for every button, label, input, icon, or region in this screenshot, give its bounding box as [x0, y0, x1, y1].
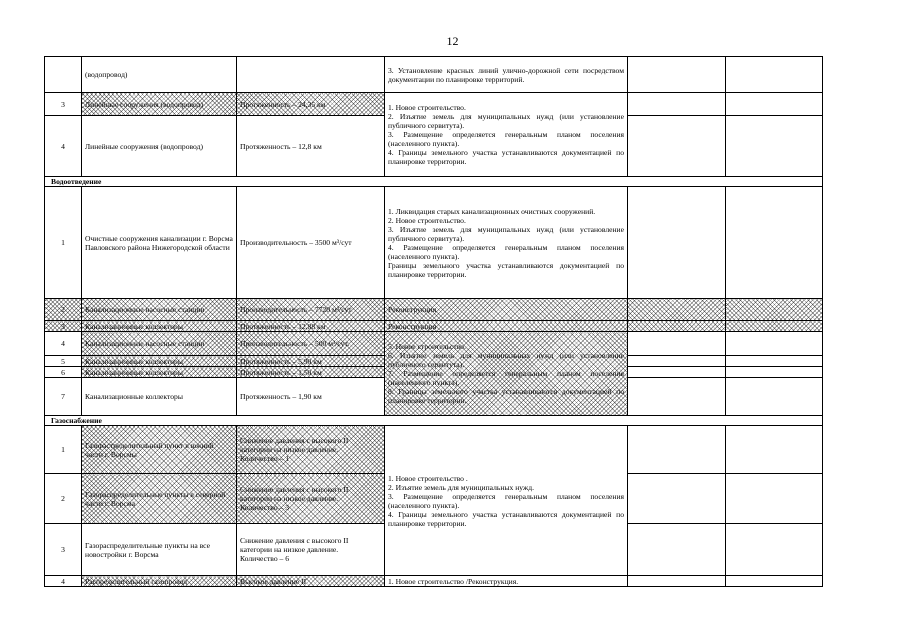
table-row: [45, 187, 823, 299]
planning-table: [44, 56, 823, 587]
row-number: 3: [45, 93, 82, 116]
empty-cell: [628, 57, 726, 93]
empty-cell: [628, 426, 726, 474]
empty-cell: [628, 356, 726, 367]
object-name: Канализационные коллекторы: [82, 378, 237, 416]
object-actions: Реконструкция: [385, 299, 628, 321]
object-measure: Протяженность – 12,8 км: [237, 116, 385, 177]
action-line: 4. Границы земельного участка устанавливаются документацией по планировке территории.: [388, 148, 624, 166]
object-actions: [385, 187, 628, 299]
object-name: Газораспределительные пункты на все новостройки г. Ворсма: [82, 524, 237, 576]
action-line: Границы земельного участка устанавливаются документацией по планировке территории.: [388, 260, 624, 279]
object-measure: Производительность – 7720 м³/сут: [237, 299, 385, 321]
object-actions: 1. Новое строительство /Реконструкция.: [385, 576, 628, 587]
row-number: 6: [45, 367, 82, 378]
table-row: [45, 426, 823, 474]
object-measure: Производительность – 3500 м³/сут: [237, 187, 385, 299]
empty-cell: [726, 332, 823, 356]
action-line: 2. Изъятие земель для муниципальных нужд (или установление публичного сервитута).: [388, 112, 624, 130]
row-number: 2: [45, 474, 82, 524]
empty-cell: [726, 356, 823, 367]
empty-cell: [726, 378, 823, 416]
empty-cell: [628, 321, 726, 332]
object-measure: Протяженность – 1,90 км: [237, 378, 385, 416]
table-row: [45, 321, 823, 332]
object-actions: [385, 332, 628, 416]
row-number: 4: [45, 116, 82, 177]
row-number: 7: [45, 378, 82, 416]
row-number: 2: [45, 299, 82, 321]
empty-cell: [726, 57, 823, 93]
empty-cell: [726, 116, 823, 177]
table-row: [45, 93, 823, 116]
empty-cell: [726, 576, 823, 587]
page-number: 12: [446, 34, 459, 48]
object-measure: [237, 474, 385, 524]
object-measure: Высокое давление II: [237, 576, 385, 587]
row-number: 3: [45, 524, 82, 576]
table-row: [45, 299, 823, 321]
row-number: 1: [45, 426, 82, 474]
row-number: 5: [45, 356, 82, 367]
object-measure: Производительность – 500 м³/сут.: [237, 332, 385, 356]
action-line: 6. Изъятие земель для муниципальных нужд (или установление публичного сервитута).: [388, 351, 624, 369]
row-number: 1: [45, 187, 82, 299]
action-line: 5. Новое строительство.: [388, 342, 466, 351]
object-name: Канализационные коллекторы: [82, 367, 237, 378]
empty-cell: [726, 299, 823, 321]
empty-cell: [628, 367, 726, 378]
empty-cell: [628, 93, 726, 116]
empty-cell: [726, 524, 823, 576]
object-measure: Протяженность – 12,88 км: [237, 321, 385, 332]
object-name: Канализационные насосные станции: [82, 299, 237, 321]
object-measure: Протяженность – 5,90 км: [237, 356, 385, 367]
table-row: [45, 332, 823, 356]
object-actions: [385, 93, 628, 177]
action-line: 4. Размещение определяется генеральным планом поселения (населенного пункта).: [388, 242, 624, 261]
empty-cell: [726, 187, 823, 299]
action-line: 1. Ликвидация старых канализационных очистных сооружений.: [388, 206, 596, 216]
measure-line: Количество – 3: [240, 503, 290, 512]
empty-cell: [628, 524, 726, 576]
action-line: 8. Границы земельного участка устанавливаются документацией по планировке территории.: [388, 387, 624, 405]
object-name: Канализационные коллекторы: [82, 321, 237, 332]
action-line: 1. Новое строительство .: [388, 473, 468, 483]
empty-cell: [628, 474, 726, 524]
measure-line: Количество – 1: [240, 454, 290, 463]
action-line: 2. Новое строительство.: [388, 215, 466, 225]
empty-cell: [628, 116, 726, 177]
object-name: Канализационные коллекторы: [82, 356, 237, 367]
measure-line: Количество – 6: [240, 554, 290, 563]
row-number: 4: [45, 332, 82, 356]
row-number: 3: [45, 321, 82, 332]
action-line: 3. Размещение определяется генеральным планом поселения (населенного пункта).: [388, 130, 624, 148]
empty-cell: [628, 378, 726, 416]
object-actions: 3. Установление красных линий улично-дорожной сети посредством документации по планировке территорий.: [385, 57, 628, 93]
object-name: Распределительный газопровод: [82, 576, 237, 587]
section-row: [45, 416, 823, 426]
row-number: [45, 57, 82, 93]
action-line: 2. Изъятие земель для муниципальных нужд.: [388, 482, 535, 492]
object-name: Канализационные насосные станции: [82, 332, 237, 356]
measure-line: Снижение давления с высокого II категории на низкое давление.: [240, 485, 349, 503]
measure-line: Снижение давления с высокого II категории на низкое давление.: [240, 436, 349, 454]
empty-cell: [628, 332, 726, 356]
section-title: Водоотведение: [45, 177, 823, 187]
object-name: Газораспределительные пункты в северной части г. Ворсма: [82, 474, 237, 524]
empty-cell: [726, 93, 823, 116]
empty-cell: [726, 321, 823, 332]
section-row: [45, 177, 823, 187]
object-name: Линейные сооружения (водопровод): [82, 116, 237, 177]
measure-line: Снижение давления с высокого II категории на низкое давление.: [240, 536, 349, 554]
object-name: (водопровод): [82, 57, 237, 93]
object-actions: [385, 426, 628, 576]
table-row: [45, 57, 823, 93]
empty-cell: [628, 576, 726, 587]
table-row: [45, 576, 823, 587]
row-number: 4: [45, 576, 82, 587]
object-measure: Протяженность – 24,35 км: [237, 93, 385, 116]
action-line: 3. Размещение определяется генеральным планом поселения (населенного пункта).: [388, 491, 624, 510]
object-measure: [237, 426, 385, 474]
empty-cell: [628, 187, 726, 299]
action-line: 1. Новое строительство.: [388, 103, 466, 112]
object-measure: Протяженность – 1,50 км: [237, 367, 385, 378]
action-line: 7. Размещение определяется генеральным планом поселения (населенного пункта).: [388, 369, 624, 387]
empty-cell: [726, 367, 823, 378]
object-measure: [237, 57, 385, 93]
empty-cell: [726, 474, 823, 524]
empty-cell: [726, 426, 823, 474]
object-measure: [237, 524, 385, 576]
object-name: Газорастределительный пункт в южной части г. Ворсмы: [82, 426, 237, 474]
object-name: Очистные сооружения канализации г. Ворсма Павловского района Нижегородской области: [82, 187, 237, 299]
action-line: 3. Изъятие земель для муниципальных нужд (или установление публичного сервитута).: [388, 224, 624, 243]
object-name: Линейные сооружения (водопровод): [82, 93, 237, 116]
action-line: 4. Границы земельного участка устанавливаются документацией по планировке территории.: [388, 509, 624, 528]
empty-cell: [628, 299, 726, 321]
object-actions: Реконструкция: [385, 321, 628, 332]
section-title: Газоснабжение: [45, 416, 823, 426]
